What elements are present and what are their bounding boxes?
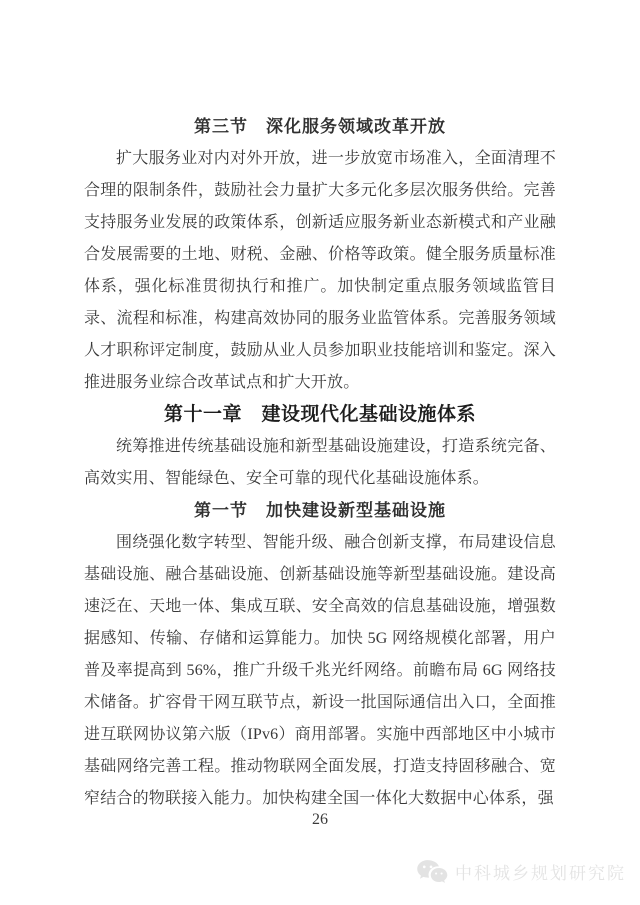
chapter-heading-11: 第十一章 建设现代化基础设施体系 (163, 404, 476, 425)
watermark-label: 中科城乡规划研究院 (455, 864, 626, 883)
section-heading-3: 第三节 深化服务领域改革开放 (194, 117, 446, 136)
paragraph-infrastructure-overview: 统筹推进传统基础设施和新型基础设施建设，打造系统完备、高效实用、智能绿色、安全可靠的现代化基础设施体系。 (84, 438, 556, 487)
paragraph-new-infrastructure: 围绕强化数字转型、智能升级、融合创新支撑，布局建设信息基础设施、融合基础设施、创新基础设施等新型基础设施。建设高速泛在、天地一体、集成互联、安全高效的信息基础设施，增强数据感知、传输、存储和运算能力。加快 5G 网络规模化部署，用户普及率提高到 56%，推广升级千兆光纤网络。前瞻布局 6G 网络技术储备。扩容骨干网互联节点，新设一批国际通信出入口，全面推进互联网协议第六版（IPv6）商用部署。实施中西部地区中小城市基础网络完善工程。推动物联网全面发展，打造支持固移融合、宽窄结合的物联接入能力。加快构建全国一体化大数据中心体系，强 (84, 534, 556, 807)
paragraph-service-reform: 扩大服务业对内对外开放，进一步放宽市场准入，全面清理不合理的限制条件，鼓励社会力量扩大多元化多层次服务供给。完善支持服务业发展的政策体系，创新适应服务新业态新模式和产业融合发展需要的土地、财税、金融、价格等政策。健全服务质量标准体系，强化标准贯彻执行和推广。加快制定重点服务领域监管目录、流程和标准，构建高效协同的服务业监管体系。完善服务领域人才职称评定制度，鼓励从业人员参加职业技能培训和鉴定。深入推进服务业综合改革试点和扩大开放。 (84, 150, 556, 391)
section-heading-1: 第一节 加快建设新型基础设施 (194, 501, 446, 520)
document-body (84, 111, 556, 815)
watermark (416, 858, 626, 885)
wechat-icon (416, 858, 448, 885)
page-number: 26 (312, 811, 328, 828)
